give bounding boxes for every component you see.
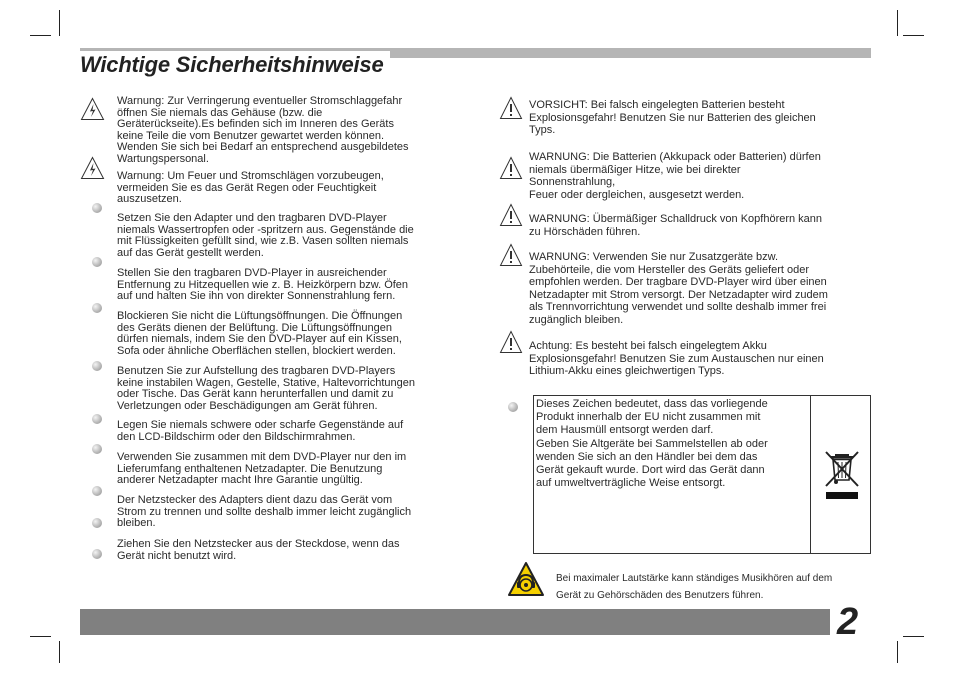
warning-text: Warnung: Um Feuer und Stromschlägen vorzubeugen, vermeiden Sie es das Gerät Regen oder Feuchtigkeit auszusetzen.	[117, 170, 384, 205]
crop-mark	[897, 641, 898, 663]
bullet-icon	[92, 414, 102, 424]
weee-notice-box	[533, 395, 871, 554]
caution-exclamation-icon	[499, 156, 523, 180]
caution-exclamation-icon	[499, 243, 523, 267]
caution-text: Achtung: Es besteht bei falsch eingelegtem Akku Explosionsgefahr! Benutzen Sie zum Austauschen nur einen Lithium-Akku eines gleichwertigen Typs.	[529, 340, 824, 378]
crop-mark	[30, 35, 51, 36]
weee-divider	[810, 396, 811, 553]
safety-text: Stellen Sie den tragbaren DVD-Player in ausreichender Entfernung zu Hitzequellen wie z. B. Heizkörpern bzw. Öfen auf und halten Sie ihn von direkter Sonnenstrahlung fern.	[117, 267, 409, 302]
crossed-out-wheelie-bin-icon	[824, 450, 860, 502]
safety-text: Blockieren Sie nicht die Lüftungsöffnungen. Die Öffnungen des Geräts dienen der Belüftung. Die Lüftungsöffnungen dürfen niemals, indem Sie den DVD-Player auf ein Kissen, Sofa oder ähnliche Oberflächen stellen, blockiert werden.	[117, 310, 403, 357]
electric-shock-warning-icon	[80, 156, 105, 180]
caution-text: WARNUNG: Verwenden Sie nur Zusatzgeräte bzw. Zubehörteile, die vom Hersteller des Geräts geliefert oder empfohlen werden. Der tragbare DVD-Player wird über einen Netzadapter mit Strom versorgt. Der Netzadapter wird zudem als Trennvorrichtung verwendet und sollte deshalb immer frei zugänglich bleiben.	[529, 251, 828, 326]
electric-shock-warning-icon	[80, 97, 105, 121]
bullet-icon	[92, 444, 102, 454]
bullet-icon	[92, 361, 102, 371]
crop-mark	[903, 35, 924, 36]
weee-text: Dieses Zeichen bedeutet, dass das vorliegende Produkt innerhalb der EU nicht zusammen mit dem Hausmüll entsorgt werden darf. Geben Sie Altgeräte bei Sammelstellen ab oder wenden Sie sich an den Händler bei dem das Gerät gekauft wurde. Dort wird das Gerät dann auf umweltverträgliche Weise entsorgt.	[536, 398, 768, 490]
bullet-icon	[92, 303, 102, 313]
bullet-icon	[508, 402, 518, 412]
safety-text: Setzen Sie den Adapter und den tragbaren DVD-Player niemals Wassertropfen oder -spritzern aus. Gegenstände die mit Flüssigkeiten gefüllt sind, wie z.B. Vasen sollten niemals auf das Gerät gestellt werden.	[117, 212, 414, 259]
safety-text: Verwenden Sie zusammen mit dem DVD-Player nur den im Lieferumfang enthaltenen Netzadapter. Die Benutzung anderer Netzadapter macht Ihre Garantie ungültig.	[117, 451, 407, 486]
caution-text: VORSICHT: Bei falsch eingelegten Batterien besteht Explosionsgefahr! Benutzen Sie nur Batterien des gleichen Typs.	[529, 99, 816, 137]
crop-mark	[59, 10, 60, 36]
bullet-icon	[92, 549, 102, 559]
bullet-icon	[92, 203, 102, 213]
bullet-icon	[92, 257, 102, 267]
safety-text: Benutzen Sie zur Aufstellung des tragbaren DVD-Players keine instabilen Wagen, Gestelle, Stative, Haltevorrichtungen oder Tische. Das Gerät kann herunterfallen und damit zu Verletzungen oder Beschädigungen am Gerät führen.	[117, 365, 415, 412]
safety-text: Legen Sie niemals schwere oder scharfe Gegenstände auf den LCD-Bildschirm oder den Bildschirmrahmen.	[117, 419, 404, 443]
crop-mark	[897, 10, 898, 36]
crop-mark	[59, 641, 60, 663]
caution-exclamation-icon	[499, 203, 523, 227]
hearing-damage-warning-icon	[507, 561, 545, 597]
caution-exclamation-icon	[499, 330, 523, 354]
safety-text: Ziehen Sie den Netzstecker aus der Steckdose, wenn das Gerät nicht benutzt wird.	[117, 538, 400, 562]
safety-text: Der Netzstecker des Adapters dient dazu das Gerät vom Strom zu trennen und sollte deshalb immer leicht zugänglich bleiben.	[117, 494, 412, 529]
caution-text: WARNUNG: Übermäßiger Schalldruck von Kopfhörern kann zu Hörschäden führen.	[529, 213, 823, 238]
caution-text: WARNUNG: Die Batterien (Akkupack oder Batterien) dürfen niemals übermäßiger Hitze, wie bei direkter Sonnenstrahlung, Feuer oder dergleichen, ausgesetzt werden.	[529, 151, 821, 201]
hearing-warning-text: Bei maximaler Lautstärke kann ständiges Musikhören auf dem Gerät zu Gehörschäden des Benutzers führen.	[556, 573, 833, 601]
page-title: Wichtige Sicherheitshinweise	[80, 51, 390, 79]
crop-mark	[30, 636, 51, 637]
crop-mark	[903, 636, 924, 637]
bullet-icon	[92, 518, 102, 528]
warning-text: Warnung: Zur Verringerung eventueller Stromschlaggefahr öffnen Sie niemals das Gehäuse (bzw. die Geräterückseite).Es befinden sich im Inneren des Geräts keine Teile die vom Benutzer gewartet werden können. Wenden Sie sich bei Bedarf an entsprechend ausgebildetes Wartungspersonal.	[117, 95, 409, 165]
bullet-icon	[92, 486, 102, 496]
footer-bar	[80, 609, 830, 635]
page-number: 2	[837, 601, 859, 643]
caution-exclamation-icon	[499, 96, 523, 120]
